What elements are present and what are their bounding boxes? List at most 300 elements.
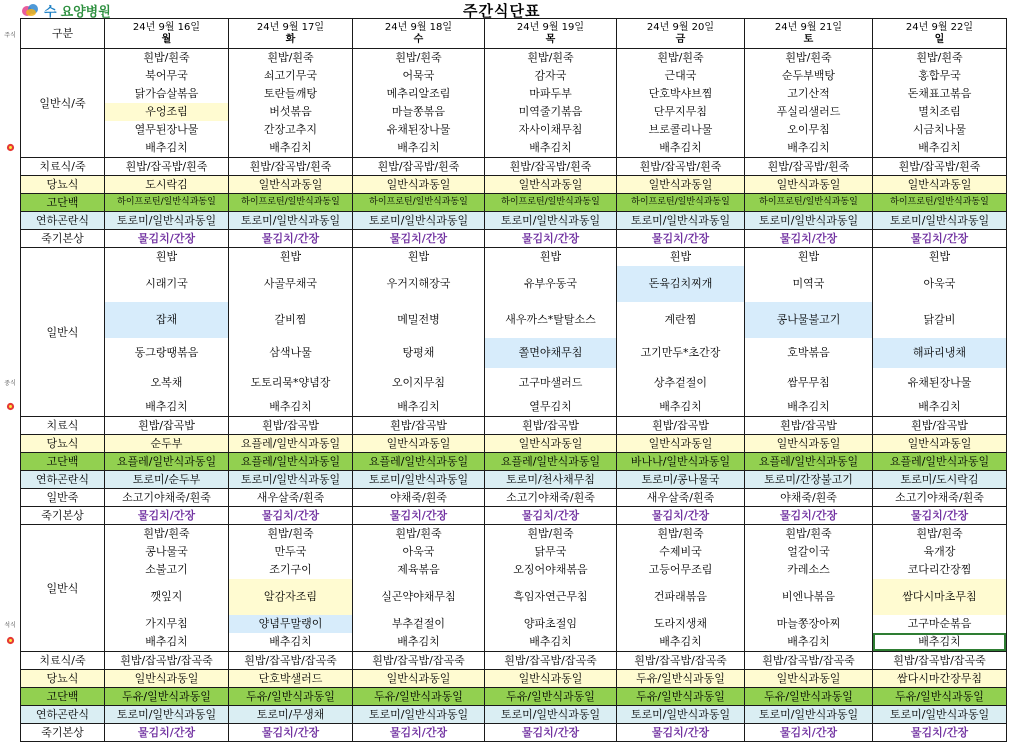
menu-item: 순두부백탕 <box>781 69 836 82</box>
diet-cell[interactable]: 일반식과동일 <box>105 670 229 688</box>
diet-cell[interactable]: 쌈다시마간장무침 <box>873 670 1007 688</box>
menu-cell[interactable] <box>353 248 485 417</box>
menu-cell[interactable] <box>229 525 353 652</box>
menu-item: 흰밥/흰죽 <box>657 527 704 540</box>
lunch-dang-label: 당뇨식 <box>21 435 105 453</box>
menu-item: 마늘쫑볶음 <box>391 105 446 118</box>
diet-cell[interactable]: 도시락김 <box>105 176 229 194</box>
menu-item: 새우까스*탈탈소스 <box>505 313 596 326</box>
lunch-general-row <box>21 248 1007 417</box>
day-date: 24년 9월 20일 <box>646 21 715 33</box>
diet-cell[interactable]: 흰밥/잡곡밥 <box>617 417 745 435</box>
menu-item: 열무된장나물 <box>134 123 199 136</box>
breakfast-yh-label: 연하곤란식 <box>21 212 105 230</box>
menu-stack <box>353 248 484 416</box>
diet-cell[interactable]: 흰밥/잡곡밥/잡곡죽 <box>353 652 485 670</box>
diet-cell[interactable]: 물김치/간장 <box>617 507 745 525</box>
menu-item: 계란찜 <box>664 313 697 326</box>
menu-stack <box>105 525 228 651</box>
breakfast-porridge-basic-row <box>21 230 1007 248</box>
dinner-general-row <box>21 525 1007 652</box>
menu-cell[interactable] <box>105 248 229 417</box>
diet-cell[interactable]: 하이프로틴/일반식과동일 <box>745 194 873 212</box>
diet-cell[interactable]: 토로미/간장불고기 <box>745 471 873 489</box>
menu-item: 닭무국 <box>534 545 567 558</box>
menu-item: 육개장 <box>923 545 956 558</box>
diet-cell[interactable]: 흰밥/잡곡밥 <box>353 417 485 435</box>
diet-cell[interactable]: 일반식과동일 <box>873 176 1007 194</box>
day-date: 24년 9월 22일 <box>905 21 974 33</box>
menu-item: 배추김치 <box>659 635 702 648</box>
diet-cell[interactable]: 물김치/간장 <box>485 724 617 742</box>
diet-cell[interactable]: 흰밥/잡곡밥/흰죽 <box>745 158 873 176</box>
menu-item: 돈채표고볶음 <box>907 87 972 100</box>
dinner-therapy-diet-row <box>21 652 1007 670</box>
menu-stack <box>353 49 484 157</box>
diet-cell[interactable]: 토로미/일반식과동일 <box>105 212 229 230</box>
menu-item: 건파래볶음 <box>653 590 708 603</box>
menu-item: 미역줄기볶음 <box>518 105 583 118</box>
menu-item: 쌈다시마초무침 <box>873 579 1006 615</box>
diet-cell[interactable]: 토로미/일반식과동일 <box>485 212 617 230</box>
diet-cell[interactable]: 하이프로틴/일반식과동일 <box>873 194 1007 212</box>
menu-item: 토란들깨탕 <box>263 87 318 100</box>
menu-item: 유채된장나물 <box>386 123 451 136</box>
menu-item: 단호박샤브찜 <box>648 87 713 100</box>
day-of-week: 금 <box>675 33 686 45</box>
menu-item: 메추리알조림 <box>386 87 451 100</box>
menu-item: 얼갈이국 <box>787 545 830 558</box>
logo-text-2: 요양병원 <box>60 5 111 20</box>
diet-cell[interactable]: 하이프로틴/일반식과동일 <box>229 194 353 212</box>
lunch-therapy-diet-row <box>21 417 1007 435</box>
menu-stack <box>617 49 744 157</box>
menu-cell[interactable] <box>873 49 1007 158</box>
menu-item: 수제비국 <box>659 545 702 558</box>
menu-item: 오징어야채볶음 <box>513 563 588 576</box>
menu-cell[interactable] <box>353 525 485 652</box>
menu-item: 흰밥/흰죽 <box>395 527 442 540</box>
menu-item: 잡채 <box>105 302 228 338</box>
diet-cell[interactable]: 일반식과동일 <box>617 176 745 194</box>
day-of-week: 토 <box>803 33 814 45</box>
lunch-juk-label: 죽기본상 <box>21 507 105 525</box>
lunch-dysphagia-diet-row <box>21 471 1007 489</box>
menu-stack <box>485 525 616 651</box>
menu-item: 배추김치 <box>145 400 188 413</box>
day-date: 24년 9월 21일 <box>774 21 843 33</box>
menu-item: 마늘쫑장아찌 <box>776 617 841 630</box>
menu-stack <box>873 49 1006 157</box>
menu-item: 흰밥/흰죽 <box>143 527 190 540</box>
diet-cell[interactable]: 토로미/일반식과동일 <box>745 212 873 230</box>
diet-cell[interactable]: 흰밥/잡곡밥/흰죽 <box>353 158 485 176</box>
diet-cell[interactable]: 일반식과동일 <box>353 435 485 453</box>
diet-cell[interactable]: 요플레/일반식과동일 <box>353 453 485 471</box>
menu-item: 쇠고기무국 <box>263 69 318 82</box>
diet-cell[interactable]: 물김치/간장 <box>105 724 229 742</box>
header-day <box>105 19 229 49</box>
diet-cell[interactable]: 두유/일반식과동일 <box>745 688 873 706</box>
diet-cell[interactable]: 토로미/일반식과동일 <box>105 706 229 724</box>
diet-cell[interactable]: 흰밥/잡곡밥 <box>873 417 1007 435</box>
menu-item: 배추김치 <box>397 635 440 648</box>
menu-item: 우거지해장국 <box>386 277 451 290</box>
diet-cell[interactable]: 야채죽/흰죽 <box>353 489 485 507</box>
menu-item: 흰밥 <box>407 250 430 263</box>
breakfast-general-label: 일반식/죽 <box>21 49 105 158</box>
diet-cell[interactable]: 물김치/간장 <box>229 724 353 742</box>
menu-item: 간장고추지 <box>263 123 318 136</box>
weekly-menu-table <box>20 18 1007 742</box>
dinner-diabetic-diet-row <box>21 670 1007 688</box>
menu-item: 메밀전병 <box>397 313 440 326</box>
diet-cell[interactable]: 물김치/간장 <box>229 507 353 525</box>
menu-item: 단무지무침 <box>653 105 708 118</box>
menu-item: 흰밥 <box>539 250 562 263</box>
breakfast-therapy-label: 치료식/죽 <box>21 158 105 176</box>
menu-item: 고기만두*초간장 <box>640 346 721 359</box>
menu-item: 배추김치 <box>787 635 830 648</box>
menu-cell[interactable] <box>873 525 1007 652</box>
diet-cell[interactable]: 일반식과동일 <box>353 670 485 688</box>
hospital-logo <box>22 2 111 19</box>
diet-cell[interactable]: 토로미/일반식과동일 <box>229 471 353 489</box>
menu-cell[interactable] <box>229 49 353 158</box>
diet-cell[interactable]: 일반식과동일 <box>873 435 1007 453</box>
diet-cell[interactable]: 토로미/순두부 <box>105 471 229 489</box>
diet-cell[interactable]: 새우살죽/흰죽 <box>229 489 353 507</box>
diet-cell[interactable]: 단호박샐러드 <box>229 670 353 688</box>
page-title: 주간식단표 <box>463 2 541 20</box>
diet-cell[interactable]: 요플레/일반식과동일 <box>745 453 873 471</box>
diet-cell[interactable]: 요플레/일반식과동일 <box>485 453 617 471</box>
diet-cell[interactable]: 일반식과동일 <box>745 435 873 453</box>
flower-icon <box>6 636 15 645</box>
menu-item: 부추겉절이 <box>391 617 446 630</box>
menu-item: 흰밥/흰죽 <box>267 527 314 540</box>
menu-cell[interactable] <box>617 525 745 652</box>
menu-item: 푸실리샐러드 <box>776 105 841 118</box>
lunch-porridge-basic-row <box>21 507 1007 525</box>
menu-cell[interactable] <box>485 248 617 417</box>
diet-cell[interactable]: 물김치/간장 <box>745 507 873 525</box>
diet-cell[interactable]: 흰밥/잡곡밥 <box>229 417 353 435</box>
diet-cell[interactable]: 흰밥/잡곡밥 <box>105 417 229 435</box>
diet-cell[interactable]: 토로미/무생채 <box>229 706 353 724</box>
diet-cell[interactable]: 흰밥/잡곡밥/잡곡죽 <box>229 652 353 670</box>
menu-item: 코다리간장찜 <box>907 563 972 576</box>
menu-item: 흑임자연근무침 <box>513 590 588 603</box>
diet-cell[interactable]: 물김치/간장 <box>105 230 229 248</box>
header-day <box>485 19 617 49</box>
menu-item: 알감자조림 <box>229 579 352 615</box>
diet-cell[interactable]: 흰밥/잡곡밥/잡곡죽 <box>873 652 1007 670</box>
header-day <box>873 19 1007 49</box>
menu-stack <box>105 49 228 157</box>
menu-item: 우엉조림 <box>105 103 228 121</box>
menu-item: 쌈무무침 <box>787 376 830 389</box>
diet-cell[interactable]: 흰밥/잡곡밥/흰죽 <box>873 158 1007 176</box>
breakfast-juk-label: 죽기본상 <box>21 230 105 248</box>
side-marker-dinner: 석식 <box>4 622 16 629</box>
diet-cell[interactable]: 하이프로틴/일반식과동일 <box>485 194 617 212</box>
menu-item: 만두국 <box>274 545 307 558</box>
menu-item: 상추겉절이 <box>653 376 708 389</box>
lunch-general-label: 일반식 <box>21 248 105 417</box>
menu-item: 흰밥/흰죽 <box>527 51 574 64</box>
menu-item: 콩나물국 <box>145 545 188 558</box>
diet-cell[interactable]: 물김치/간장 <box>105 507 229 525</box>
menu-item: 동그랑땡볶음 <box>134 346 199 359</box>
menu-stack <box>745 248 872 416</box>
menu-item: 미역국 <box>792 277 825 290</box>
menu-item: 버섯볶음 <box>269 105 312 118</box>
menu-item: 유부우동국 <box>523 277 578 290</box>
diet-cell[interactable]: 물김치/간장 <box>485 507 617 525</box>
menu-item: 고기산적 <box>787 87 830 100</box>
diet-cell[interactable]: 토로미/일반식과동일 <box>353 212 485 230</box>
menu-cell[interactable] <box>105 525 229 652</box>
diet-cell[interactable]: 요플레/일반식과동일 <box>105 453 229 471</box>
day-date: 24년 9월 19일 <box>516 21 585 33</box>
diet-cell[interactable]: 요플레/일반식과동일 <box>229 453 353 471</box>
menu-cell[interactable] <box>745 525 873 652</box>
menu-item: 콩나물불고기 <box>745 302 872 338</box>
diet-cell[interactable]: 흰밥/잡곡밥/흰죽 <box>229 158 353 176</box>
menu-item: 삼색나물 <box>269 346 312 359</box>
diet-cell[interactable]: 야채죽/흰죽 <box>745 489 873 507</box>
diet-cell[interactable]: 물김치/간장 <box>229 230 353 248</box>
diet-cell[interactable]: 흰밥/잡곡밥/흰죽 <box>485 158 617 176</box>
diet-cell[interactable]: 일반식과동일 <box>745 176 873 194</box>
diet-cell[interactable]: 두유/일반식과동일 <box>229 688 353 706</box>
diet-cell[interactable]: 물김치/간장 <box>353 724 485 742</box>
diet-cell[interactable]: 물김치/간장 <box>485 230 617 248</box>
diet-cell[interactable]: 물김치/간장 <box>353 230 485 248</box>
menu-item: 열무김치 <box>529 400 572 413</box>
lunch-diabetic-diet-row <box>21 435 1007 453</box>
lunch-therapy-label: 치료식 <box>21 417 105 435</box>
diet-cell[interactable]: 물김치/간장 <box>617 724 745 742</box>
menu-item: 브로콜리나물 <box>648 123 713 136</box>
diet-cell[interactable]: 소고기야채죽/흰죽 <box>105 489 229 507</box>
menu-item: 쫄면야채무침 <box>485 338 616 368</box>
menu-item: 사골무채국 <box>263 277 318 290</box>
breakfast-therapy-diet-row <box>21 158 1007 176</box>
dinner-general-label: 일반식 <box>21 525 105 652</box>
diet-cell[interactable]: 토로미/일반식과동일 <box>617 706 745 724</box>
lunch-plain-porridge-row <box>21 489 1007 507</box>
diet-cell[interactable]: 물김치/간장 <box>873 507 1007 525</box>
menu-item: 배추김치 <box>397 400 440 413</box>
diet-cell[interactable]: 흰밥/잡곡밥/흰죽 <box>617 158 745 176</box>
header-day <box>745 19 873 49</box>
diet-cell[interactable]: 물김치/간장 <box>617 230 745 248</box>
diet-cell[interactable]: 하이프로틴/일반식과동일 <box>105 194 229 212</box>
diet-cell[interactable]: 토로미/일반식과동일 <box>485 706 617 724</box>
menu-item: 흰밥 <box>928 250 951 263</box>
diet-cell[interactable]: 소고기야채죽/흰죽 <box>485 489 617 507</box>
diet-cell[interactable]: 토로미/일반식과동일 <box>353 706 485 724</box>
breakfast-general-row <box>21 49 1007 158</box>
diet-cell[interactable]: 두유/일반식과동일 <box>617 688 745 706</box>
menu-item: 탕평채 <box>402 346 435 359</box>
diet-cell[interactable]: 순두부 <box>105 435 229 453</box>
menu-item: 배추김치 <box>529 141 572 154</box>
menu-cell[interactable] <box>485 525 617 652</box>
dinner-therapy-label: 치료식/죽 <box>21 652 105 670</box>
header-row <box>21 19 1007 49</box>
diet-cell[interactable]: 물김치/간장 <box>873 230 1007 248</box>
menu-item: 닭갈비 <box>923 313 956 326</box>
logo-mark-icon <box>22 4 40 17</box>
menu-item: 고등어무조림 <box>648 563 713 576</box>
day-date: 24년 9월 18일 <box>384 21 453 33</box>
dinner-yh-label: 연하곤란식 <box>21 706 105 724</box>
menu-item: 양념무말랭이 <box>229 615 352 633</box>
menu-cell[interactable] <box>617 248 745 417</box>
menu-item: 자사이채무침 <box>518 123 583 136</box>
diet-cell[interactable]: 토로미/일반식과동일 <box>617 212 745 230</box>
menu-item: 흰밥 <box>797 250 820 263</box>
menu-cell[interactable] <box>229 248 353 417</box>
menu-item: 흰밥/흰죽 <box>657 51 704 64</box>
menu-stack <box>229 49 352 157</box>
menu-item: 돈육김치찌개 <box>617 266 744 302</box>
logo-text-1: 수 <box>44 5 57 20</box>
menu-item: 흰밥/흰죽 <box>527 527 574 540</box>
diet-cell[interactable]: 물김치/간장 <box>873 724 1007 742</box>
breakfast-diabetic-diet-row <box>21 176 1007 194</box>
menu-item: 흰밥/흰죽 <box>143 51 190 64</box>
diet-cell[interactable]: 일반식과동일 <box>353 176 485 194</box>
day-of-week: 수 <box>413 33 424 45</box>
menu-item: 흰밥 <box>669 250 692 263</box>
diet-cell[interactable]: 일반식과동일 <box>485 435 617 453</box>
diet-cell[interactable]: 하이프로틴/일반식과동일 <box>617 194 745 212</box>
diet-cell[interactable]: 새우살죽/흰죽 <box>617 489 745 507</box>
diet-cell[interactable]: 하이프로틴/일반식과동일 <box>353 194 485 212</box>
menu-item: 흰밥/흰죽 <box>785 51 832 64</box>
menu-item: 닭가슴살볶음 <box>134 87 199 100</box>
menu-item: 비엔나볶음 <box>781 590 836 603</box>
menu-cell[interactable] <box>745 248 873 417</box>
menu-cell[interactable] <box>353 49 485 158</box>
menu-item: 카레소스 <box>787 563 830 576</box>
menu-item: 소불고기 <box>145 563 188 576</box>
diet-cell[interactable]: 두유/일반식과동일 <box>105 688 229 706</box>
diet-cell[interactable]: 두유/일반식과동일 <box>617 670 745 688</box>
day-date: 24년 9월 17일 <box>256 21 325 33</box>
menu-item: 홍합무국 <box>918 69 961 82</box>
day-of-week: 일 <box>934 33 945 45</box>
menu-stack <box>353 525 484 651</box>
diet-cell[interactable]: 토로미/천사채무침 <box>485 471 617 489</box>
diet-cell[interactable]: 일반식과동일 <box>229 176 353 194</box>
menu-item: 북어무국 <box>145 69 188 82</box>
diet-cell[interactable]: 흰밥/잡곡밥/잡곡죽 <box>105 652 229 670</box>
dinner-gdb-label: 고단백 <box>21 688 105 706</box>
diet-cell[interactable]: 일반식과동일 <box>617 435 745 453</box>
diet-cell[interactable]: 두유/일반식과동일 <box>353 688 485 706</box>
menu-item: 마파두부 <box>529 87 572 100</box>
menu-item: 배추김치 <box>787 400 830 413</box>
diet-cell[interactable]: 흰밥/잡곡밥 <box>745 417 873 435</box>
diet-cell[interactable]: 토로미/일반식과동일 <box>353 471 485 489</box>
menu-stack <box>873 525 1006 651</box>
menu-item: 흰밥 <box>279 250 302 263</box>
menu-item: 배추김치 <box>269 141 312 154</box>
breakfast-dang-label: 당뇨식 <box>21 176 105 194</box>
menu-cell[interactable] <box>485 49 617 158</box>
diet-cell[interactable]: 토로미/일반식과동일 <box>745 706 873 724</box>
diet-cell[interactable]: 흰밥/잡곡밥/잡곡죽 <box>745 652 873 670</box>
menu-item: 배추김치 <box>397 141 440 154</box>
breakfast-high-protein-row <box>21 194 1007 212</box>
diet-cell[interactable]: 두유/일반식과동일 <box>873 688 1007 706</box>
menu-item: 흰밥/흰죽 <box>785 527 832 540</box>
diet-cell[interactable]: 물김치/간장 <box>745 724 873 742</box>
flower-icon <box>6 143 15 152</box>
diet-cell[interactable]: 흰밥/잡곡밥/잡곡죽 <box>617 652 745 670</box>
diet-cell[interactable]: 토로미/일반식과동일 <box>229 212 353 230</box>
menu-cell[interactable] <box>873 248 1007 417</box>
menu-item: 도라지생채 <box>653 617 708 630</box>
menu-item: 배추김치 <box>269 635 312 648</box>
diet-cell[interactable]: 물김치/간장 <box>353 507 485 525</box>
diet-cell[interactable]: 요플레/일반식과동일 <box>229 435 353 453</box>
menu-stack <box>873 248 1006 416</box>
diet-cell[interactable]: 토로미/일반식과동일 <box>873 706 1007 724</box>
diet-cell[interactable]: 요플레/일반식과동일 <box>873 453 1007 471</box>
menu-item: 시래기국 <box>145 277 188 290</box>
dinner-high-protein-row <box>21 688 1007 706</box>
diet-cell[interactable]: 흰밥/잡곡밥 <box>485 417 617 435</box>
diet-cell[interactable]: 토로미/일반식과동일 <box>873 212 1007 230</box>
menu-cell[interactable] <box>617 49 745 158</box>
menu-item: 어묵국 <box>402 69 435 82</box>
menu-cell[interactable] <box>745 49 873 158</box>
menu-stack <box>485 49 616 157</box>
diet-cell[interactable]: 흰밥/잡곡밥/흰죽 <box>105 158 229 176</box>
menu-item: 근대국 <box>664 69 697 82</box>
menu-item: 멸치조림 <box>918 105 961 118</box>
lunch-high-protein-row <box>21 453 1007 471</box>
diet-cell[interactable]: 토로미/도시락김 <box>873 471 1007 489</box>
day-of-week: 화 <box>285 33 296 45</box>
diet-cell[interactable]: 물김치/간장 <box>745 230 873 248</box>
menu-item: 배추김치 <box>787 141 830 154</box>
menu-cell[interactable] <box>105 49 229 158</box>
menu-item: 아욱국 <box>923 277 956 290</box>
diet-cell[interactable]: 일반식과동일 <box>745 670 873 688</box>
diet-cell[interactable]: 일반식과동일 <box>485 176 617 194</box>
breakfast-gdb-label: 고단백 <box>21 194 105 212</box>
menu-item: 흰밥/흰죽 <box>916 527 963 540</box>
diet-cell[interactable]: 일반식과동일 <box>485 670 617 688</box>
menu-item: 조기구이 <box>269 563 312 576</box>
header-day <box>617 19 745 49</box>
menu-stack <box>485 248 616 416</box>
diet-cell[interactable]: 바나나/일반식과동일 <box>617 453 745 471</box>
menu-item: 오이지무침 <box>391 376 446 389</box>
diet-cell[interactable]: 소고기야채죽/흰죽 <box>873 489 1007 507</box>
diet-cell[interactable]: 토로미/콩나물국 <box>617 471 745 489</box>
dinner-porridge-basic-row <box>21 724 1007 742</box>
diet-cell[interactable]: 흰밥/잡곡밥/잡곡죽 <box>485 652 617 670</box>
diet-cell[interactable]: 두유/일반식과동일 <box>485 688 617 706</box>
